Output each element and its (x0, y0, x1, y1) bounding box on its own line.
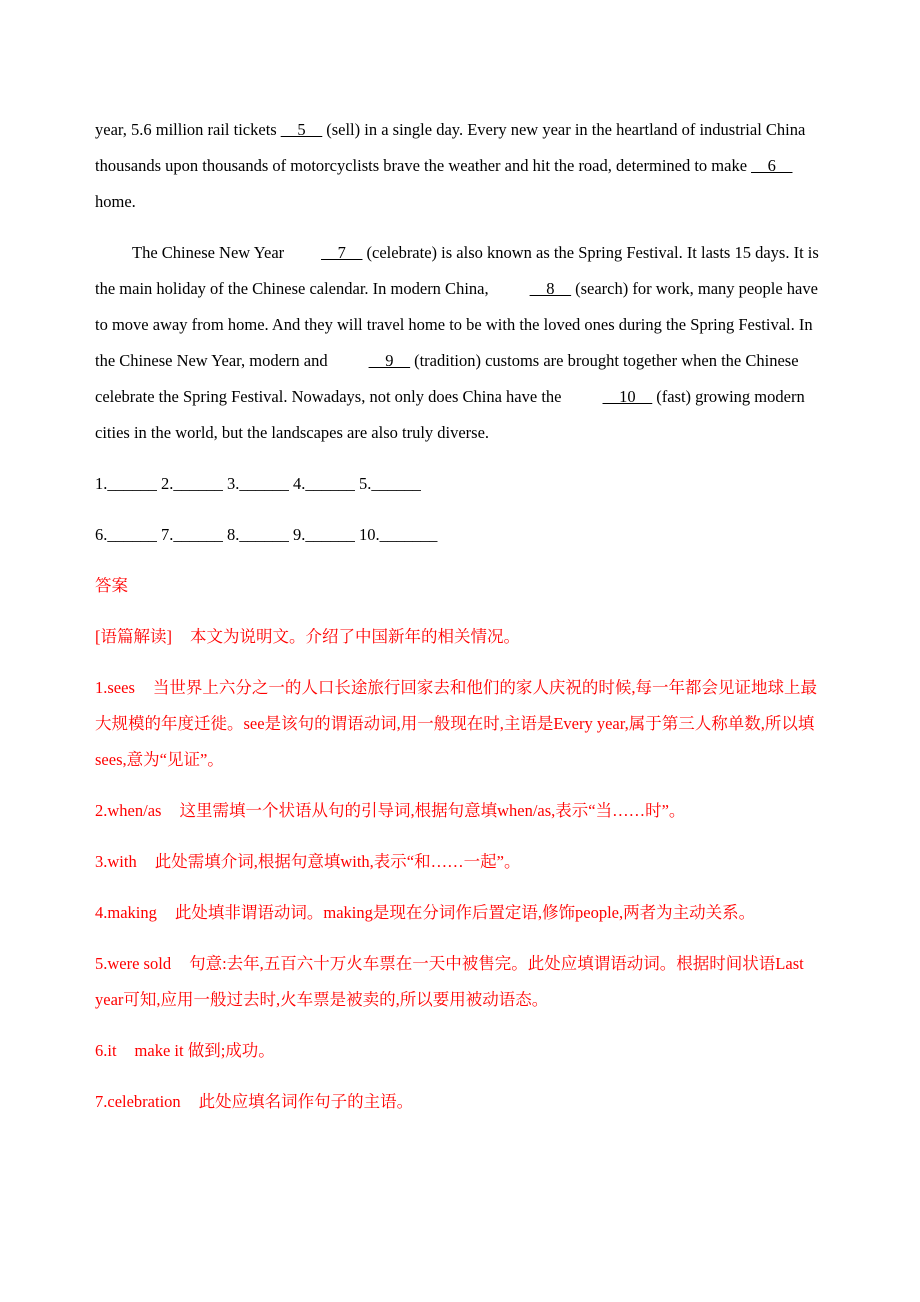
answer-4 (95, 895, 830, 931)
answer-heading: 答案 (95, 576, 128, 595)
blank-7: __7__ (321, 243, 363, 262)
passage-text: year, 5.6 million rail tickets (95, 120, 281, 139)
analysis-label: [语篇解读] (95, 627, 172, 646)
answer-blanks-row-1: 1.______ 2.______ 3.______ 4.______ 5.______ (95, 474, 421, 493)
answer-key: 2.when/as (95, 801, 162, 820)
passage-text: (fast) growing modern cities in the world, but the landscapes are also truly diverse. (95, 387, 805, 442)
analysis-line (95, 619, 830, 655)
blank-5: __5__ (280, 120, 323, 139)
answer-explanation: 此处需填介词,根据句意填with,表示“和……一起”。 (154, 852, 521, 871)
answer-2 (95, 793, 830, 829)
passage-text: (celebrate) is also known as the Spring Festival. It lasts 15 days. It is the main holiday of the Chinese calendar. In modern China, (95, 243, 819, 298)
answer-key: 7.celebration (95, 1092, 181, 1111)
blank-8: __8__ (529, 279, 571, 298)
answer-explanation: make it 做到;成功。 (134, 1041, 275, 1060)
passage-text: (sell) in a single day. Every new year in the heartland of industrial China thousands upon thousands of motorcyclists brave the weather and hit the road, determined to make (95, 120, 806, 175)
answer-key: 3.with (95, 852, 137, 871)
answer-explanation: 句意:去年,五百六十万火车票在一天中被售完。此处应填谓语动词。根据时间状语Last year可知,应用一般过去时,火车票是被卖的,所以要用被动语态。 (95, 954, 804, 1009)
answer-blanks-row-2: 6.______ 7.______ 8.______ 9.______ 10._______ (95, 525, 438, 544)
blank-6: __6__ (751, 156, 793, 175)
answer-7 (95, 1084, 830, 1120)
answer-explanation: 当世界上六分之一的人口长途旅行回家去和他们的家人庆祝的时候,每一年都会见证地球上最大规模的年度迁徙。see是该句的谓语动词,用一般现在时,主语是Every year,属于第三人称单数,所以填sees,意为“见证”。 (95, 678, 817, 769)
document-page (95, 112, 830, 1120)
blank-9: __9__ (368, 351, 410, 370)
analysis-text: 本文为说明文。介绍了中国新年的相关情况。 (190, 627, 520, 646)
passage-paragraph-1 (95, 112, 830, 220)
answer-5 (95, 946, 830, 1018)
passage-paragraph-2 (95, 235, 830, 451)
answer-explanation: 此处填非谓语动词。making是现在分词作后置定语,修饰people,两者为主动关系。 (174, 903, 756, 922)
answer-6 (95, 1033, 830, 1069)
answer-key: 5.were sold (95, 954, 172, 973)
passage-text: (search) for work, many people have to move away from home. And they will travel home to be with the loved ones during the Spring Festival. In the Chinese New Year, modern and (95, 279, 818, 370)
answer-explanation: 这里需填一个状语从句的引导词,根据句意填when/as,表示“当……时”。 (179, 801, 686, 820)
passage-text: home. (95, 192, 136, 211)
answer-key: 4.making (95, 903, 157, 922)
blank-10: __10__ (602, 387, 653, 406)
answer-explanation: 此处应填名词作句子的主语。 (198, 1092, 414, 1111)
answer-key: 6.it (95, 1041, 117, 1060)
answer-1 (95, 670, 830, 778)
passage-text: (tradition) customs are brought together when the Chinese celebrate the Spring Festival. Nowadays, not only does China have the (95, 351, 799, 406)
passage-text: The Chinese New Year (132, 243, 285, 262)
answer-3 (95, 844, 830, 880)
answer-key: 1.sees (95, 678, 135, 697)
